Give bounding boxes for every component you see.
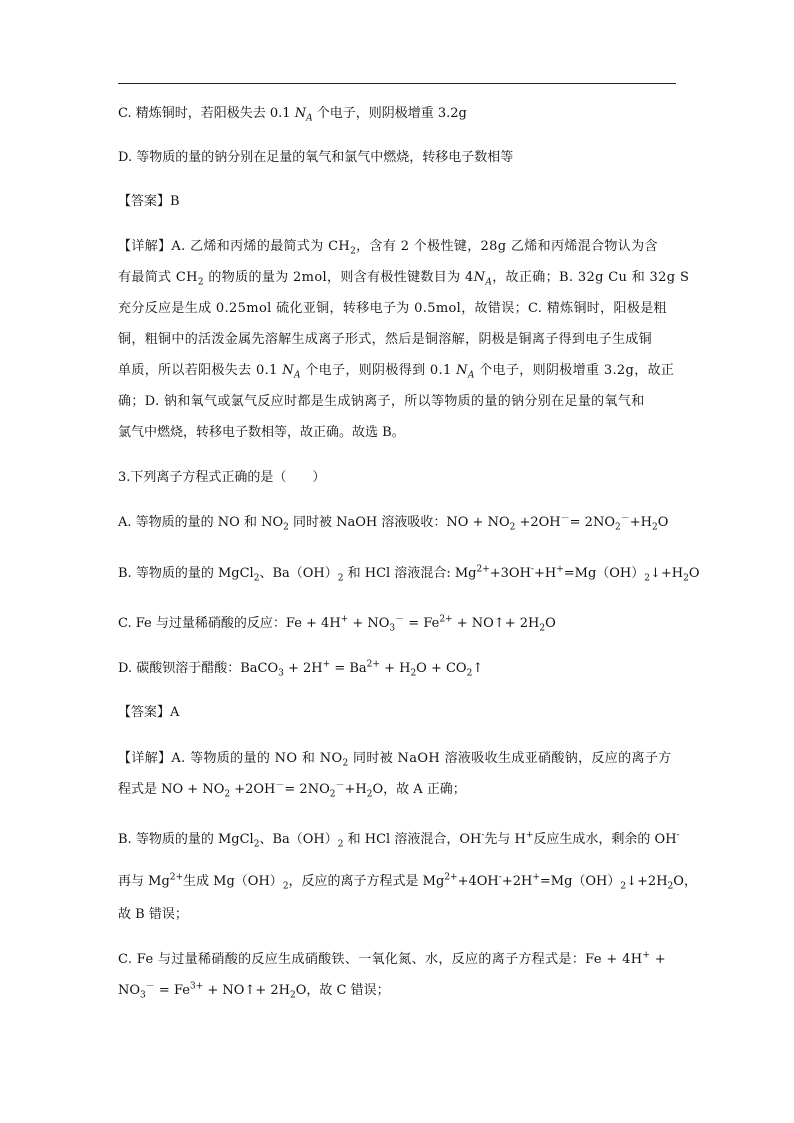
- option-d-line: D. 碳酸钡溶于醋酸：BaCO$_3$ + $2H^+ = Ba^{2+} + H_2O$ + $CO_2↑$: [118, 659, 484, 679]
- explanation-line: 铜，粗铜中的活泼金属先溶解生成离子形式，然后是铜溶解，阴极是铜离子得到电子生成铜: [118, 332, 653, 347]
- explanation-line: 故 B 错误；: [118, 907, 188, 922]
- header-rule: [118, 83, 676, 84]
- explanation-line: $NO_3^- = Fe^{3+}$ + NO↑+ $2H_2O$，故 C 错误；: [118, 981, 390, 1001]
- explanation-line: 再与 $Mg^{2+}$生成 $Mg(OH)_2$，反应的离子方程式是 $Mg^{2+}+4OH^-+2H^+=Mg(OH)_2↓+2H_2O$，: [118, 872, 697, 892]
- explanation-line: 氯气中燃烧，转移电子数相等，故正确。故选 B。: [118, 425, 405, 440]
- option-a-line: A. 等物质的量的 NO 和 $NO_2$ 同时被 NaOH 溶液吸收：NO + $NO_2 +2OH^-= 2NO_2^-+H_2O$: [118, 513, 669, 533]
- explanation-line: 有最简式 $CH_2$ 的物质的量为 2mol，则含有极性键数目为 $4N_A$，故正确；B. 32g Cu 和 32g S: [118, 270, 690, 288]
- question-stem: 3.下列离子方程式正确的是（ ）: [118, 470, 326, 485]
- answer-label: 【答案】A: [118, 705, 180, 720]
- explanation-line: C. Fe 与过量稀硝酸的反应生成硝酸铁、一氧化氮、水，反应的离子方程式是：Fe + 4H+ +: [118, 950, 667, 967]
- answer-label: 【答案】B: [118, 194, 180, 209]
- explanation-line: 确；D. 钠和氧气或氯气反应时都是生成钠离子，所以等物质的量的钠分别在足量的氧气和: [118, 394, 645, 409]
- option-c-line: C. Fe 与过量稀硝酸的反应：$Fe + 4H^+ + NO_3^- = Fe^{2+}$ + NO↑+ $2H_2O$: [118, 614, 556, 634]
- option-d-line: D. 等物质的量的钠分别在足量的氧气和氯气中燃烧，转移电子数相等: [118, 150, 514, 165]
- explanation-line: 充分反应是生成 0.25mol 硫化亚铜，转移电子为 0.5mol，故错误；C. 精炼铜时，阳极是粗: [118, 301, 667, 316]
- explanation-line: B. 等物质的量的 MgCl$_2$、$Ba(OH)_2$ 和 HCl 溶液混合，OH-先与 H+反应生成水，剩余的 OH-: [118, 830, 680, 850]
- explanation-line: 程式是 NO + $NO_2 +2OH^-= 2NO_2^-+H_2O$，故 A 正确；: [118, 780, 466, 800]
- option-b-line: B. 等物质的量的 MgCl$_2$、$Ba(OH)_2$ 和 HCl 溶液混合: $Mg^{2+}+3OH^-+H^+=Mg(OH)_2↓+H_2O$: [118, 564, 700, 584]
- option-c-line: C. 精炼铜时，若阳极失去 0.1 $N_A$ 个电子，则阴极增重 3.2g: [118, 106, 467, 124]
- explanation-line: 单质，所以若阳极失去 0.1 $N_A$ 个电子，则阴极得到 0.1 $N_A$ 个电子，则阴极增重 3.2g，故正: [118, 363, 675, 381]
- explanation-line: 【详解】A. 等物质的量的 NO 和 $NO_2$ 同时被 NaOH 溶液吸收生成亚硝酸钠，反应的离子方: [118, 751, 672, 769]
- explanation-line: 【详解】A. 乙烯和丙烯的最简式为 $CH_2$，含有 2 个极性键，28g 乙烯和丙烯混合物认为含: [118, 239, 658, 257]
